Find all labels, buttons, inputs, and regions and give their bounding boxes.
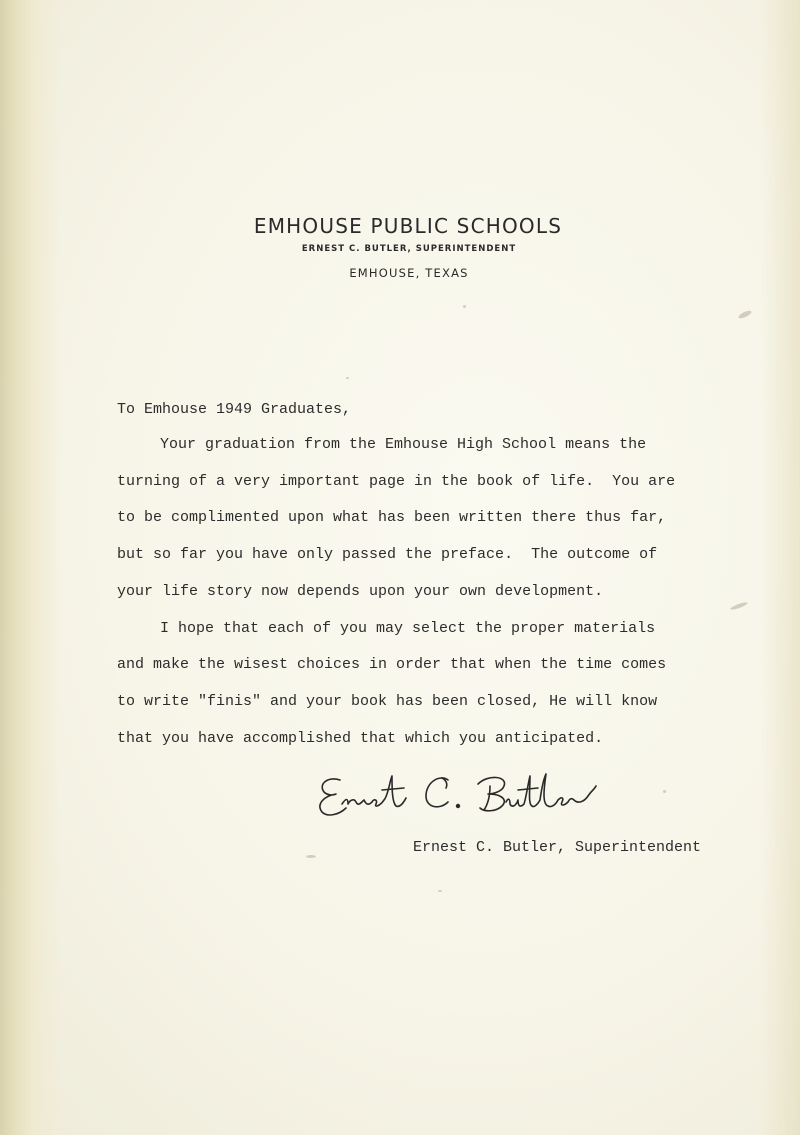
letter-greeting: To Emhouse 1949 Graduates, bbox=[117, 401, 352, 418]
paper-speck bbox=[730, 601, 748, 611]
paragraph-2-line: to write "finis" and your book has been closed, He will know bbox=[117, 693, 658, 710]
paragraph-2-line: that you have accomplished that which you anticipated. bbox=[117, 730, 604, 747]
page-edge-shadow bbox=[760, 0, 800, 1135]
paper-speck bbox=[663, 790, 666, 793]
paper-speck bbox=[463, 305, 466, 308]
paragraph-1-line: but so far you have only passed the preface. The outcome of bbox=[117, 546, 658, 563]
paragraph-2-line: I hope that each of you may select the proper materials bbox=[160, 620, 656, 637]
paper-speck bbox=[346, 377, 349, 379]
letterhead-organization: EMHOUSE PUBLIC SCHOOLS bbox=[253, 214, 563, 238]
handwritten-signature bbox=[312, 768, 632, 828]
signatory-name: Ernest C. Butler, Superintendent bbox=[413, 839, 702, 856]
paragraph-1-line: your life story now depends upon your own development. bbox=[117, 583, 604, 600]
letterhead-superintendent: ERNEST C. BUTLER, SUPERINTENDENT bbox=[301, 244, 517, 254]
paragraph-1-line: turning of a very important page in the book of life. You are bbox=[117, 473, 676, 490]
paragraph-2-line: and make the wisest choices in order that when the time comes bbox=[117, 656, 667, 673]
paragraph-1-line: Your graduation from the Emhouse High School means the bbox=[160, 436, 647, 453]
paragraph-1-line: to be complimented upon what has been written there thus far, bbox=[117, 509, 667, 526]
paper-speck bbox=[306, 855, 316, 858]
paper-speck bbox=[738, 309, 753, 319]
book-spine-shadow bbox=[0, 0, 60, 1135]
paper-speck bbox=[438, 890, 442, 892]
letterhead-location: EMHOUSE, TEXAS bbox=[349, 266, 469, 280]
